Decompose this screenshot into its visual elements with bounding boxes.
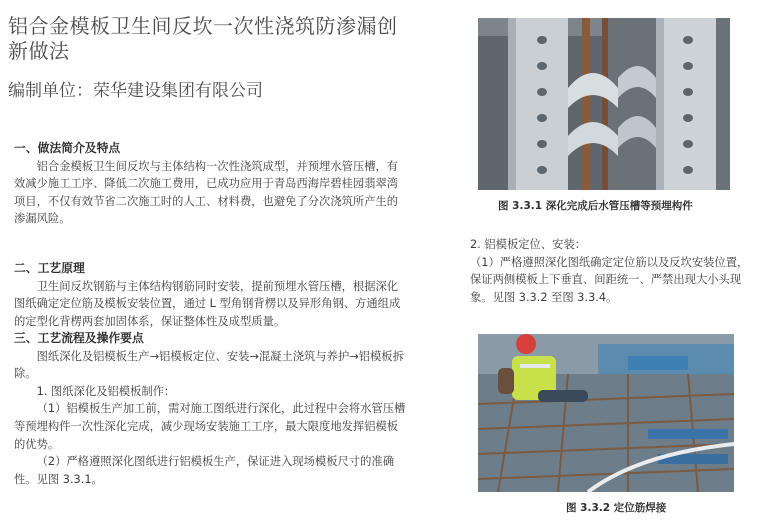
section-1 (14, 140, 406, 228)
section-3-item1-p2: （2）严格遵照深化图纸进行铝模板生产，保证进入现场模板尺寸的准确性。见图 3.3.1。 (14, 455, 394, 486)
figure-3-3-1-caption: 图 3.3.1 深化完成后水管压槽等预埋构件 (498, 200, 693, 212)
section-3-heading: 三、工艺流程及操作要点 (14, 331, 144, 345)
page-title: 铝合金模板卫生间反坎一次性浇筑防渗漏创新做法 (8, 14, 398, 63)
section-3-flow: 图纸深化及铝模板生产→铝模板定位、安装→混凝土浇筑与养护→铝模板拆除。 (14, 349, 404, 381)
section-1-heading: 一、做法简介及特点 (14, 141, 121, 155)
section-3-item2 (470, 236, 750, 306)
section-2-heading: 二、工艺原理 (14, 261, 85, 275)
section-3 (14, 330, 406, 488)
page-subtitle: 编制单位：荣华建设集团有限公司 (8, 81, 263, 101)
welding-photo (478, 334, 734, 492)
section-3-item1: 1. 图纸深化及铝模板制作： (36, 384, 176, 398)
section-2-body: 卫生间反坎钢筋与主体结构钢筋同时安装，提前预埋水管压槽，根据深化图纸确定定位筋及模板安装位置，通过 L 型角钢背楞以及异形角钢、方通组成的定型化背楞两套加固体系，保证整体性及成型质量。 (14, 279, 401, 328)
section-1-body: 铝合金模板卫生间反坎与主体结构一次性浇筑成型，并预埋水管压槽，有效减少施工工序、降低二次施工费用，已成功应用于青岛西海岸碧桂园翡翠湾项目，不仅有效节省二次施工时的人工、材料费，也避免了分次浇筑所产生的渗漏风险。 (14, 159, 399, 226)
item2-heading: 2. 铝模板定位、安装： (470, 238, 587, 251)
section-2 (14, 260, 406, 330)
figure-3-3-2-caption: 图 3.3.2 定位筋焊接 (566, 502, 667, 514)
formwork-photo (478, 18, 730, 190)
item2-p1: （1）严格遵照深化图纸确定定位筋以及反坎安装位置，保证两侧模板上下垂直、间距统一、严禁出现大小头现象。见图 3.3.2 至图 3.3.4。 (470, 255, 749, 304)
section-3-item1-p1: （1）铝模板生产加工前，需对施工图纸进行深化，此过程中会将水管压槽等预埋构件一次性深化完成，减少现场安装施工工序，最大限度地发挥铝模板的优势。 (14, 402, 406, 451)
